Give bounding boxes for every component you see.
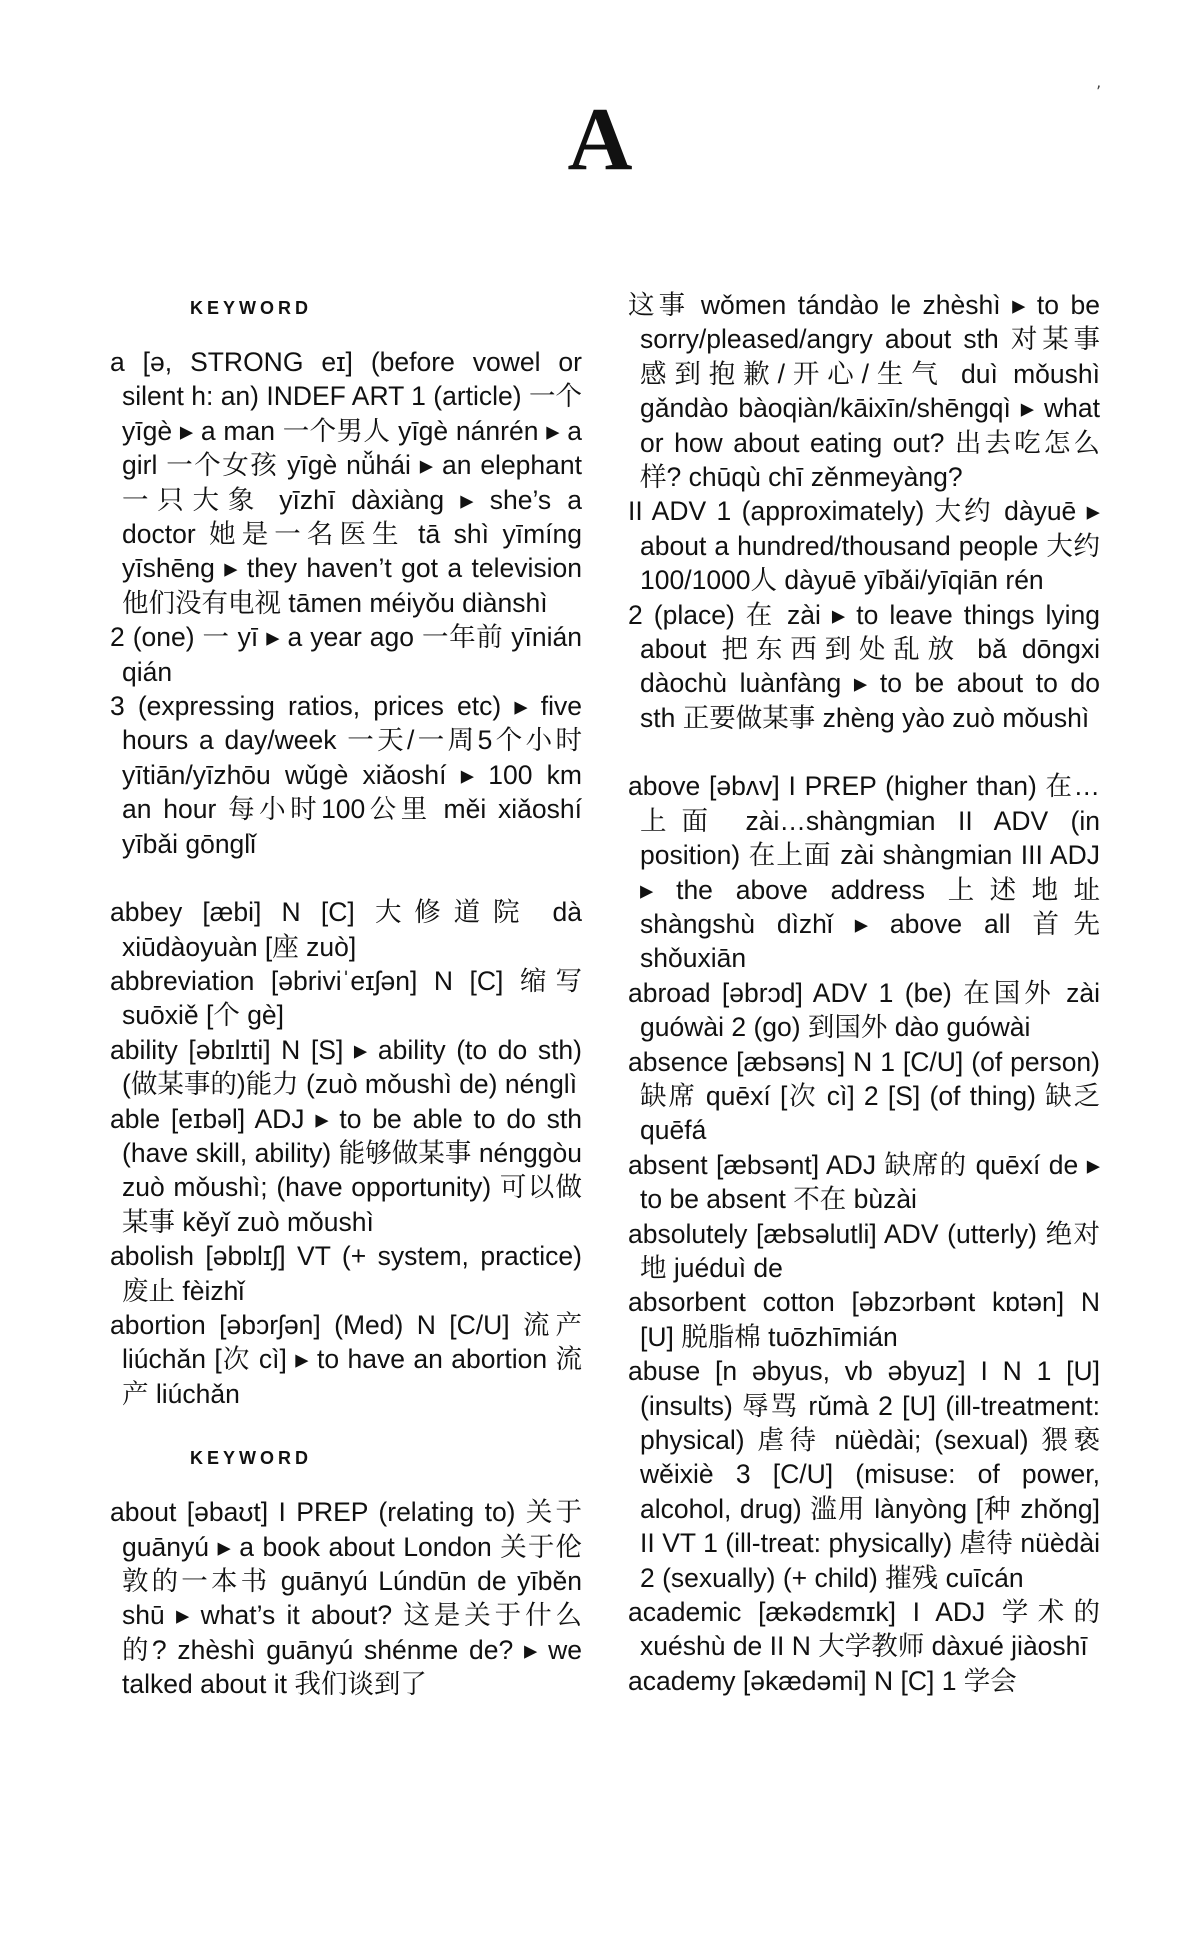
- entry-absolutely: absolutely [æbsəlutli] ADV (utterly) 绝对地 juéduì de: [628, 1218, 1100, 1283]
- entry-able: able [eɪbəl] ADJ ▸ to be able to do sth (have skill, ability) 能够做某事 nénggòu zuò mǒushì; (have opportunity) 可以做某事 kěyǐ zuò mǒushì: [110, 1103, 582, 1237]
- right-column: [628, 288, 1100, 1698]
- keyword-label: KEYWORD: [190, 298, 312, 318]
- corner-mark: ’: [1096, 82, 1102, 101]
- entry-about-adv: II ADV 1 (approximately) 大约 dàyuē ▸ about a hundred/thousand people 大约100/1000人 dàyuē yībǎi/yīqiān rén: [628, 496, 1100, 596]
- entry-abroad: abroad [əbrɔd] ADV 1 (be) 在国外 zài guówài 2 (go) 到国外 dào guówài: [628, 977, 1100, 1043]
- entry-a: a [ə, STRONG eɪ] (before vowel or silent h: an) INDEF ART 1 (article) 一个 yīgè ▸ a man 一个男人 yīgè nánrén ▸ a girl 一个女孩 yīgè nǚhái ▸ an elephant 一只大象 yīzhī dàxiàng ▸ she’s a doctor 她是一名医生 tā shì yīmíng yīshēng ▸ they haven’t got a television 他们没有电视 tāmen méiyǒu diànshì: [110, 347, 582, 618]
- entry-absence: absence [æbsəns] N 1 [C/U] (of person) 缺席 quēxí [次 cì] 2 [S] (of thing) 缺乏 quēfá: [628, 1046, 1100, 1146]
- entry-absorbent-cotton: absorbent cotton [əbzɔrbənt kɒtən] N [U] 脱脂棉 tuōzhīmián: [628, 1287, 1100, 1352]
- entry-abortion: abortion [əbɔrʃən] (Med) N [C/U] 流产 liúchǎn [次 cì] ▸ to have an abortion 流产 liúchǎn: [110, 1309, 582, 1409]
- entries-right: [628, 288, 1100, 1698]
- entry-abuse: abuse [n əbyus, vb əbyuz] I N 1 [U] (insults) 辱骂 rǔmà 2 [U] (ill-treatment: physical) 虐待 nüèdài; (sexual) 猥亵 wěixiè 3 [C/U] (misuse: of power, alcohol, drug) 滥用 lànyòng [种 zhǒng] II VT 1 (ill-treat: physically) 虐待 nüèdài 2 (sexually) (+ child) 摧残 cuīcán: [628, 1356, 1100, 1593]
- page-letter-heading: A: [567, 90, 633, 189]
- entry-abolish: abolish [əbɒlɪʃ] VT (+ system, practice) 废止 fèizhǐ: [110, 1241, 582, 1306]
- keyword-label: KEYWORD: [190, 1448, 312, 1469]
- entry-abbey: abbey [æbi] N [C] 大修道院 dà xiūdàoyuàn [座 zuò]: [110, 897, 582, 962]
- entry-ability: ability [əbɪlɪti] N [S] ▸ ability (to do sth) (做某事的)能力 (zuò mǒushì de) nénglì: [110, 1034, 582, 1100]
- entry-about-continued: 这事 wǒmen tándào le zhèshì ▸ to be sorry/pleased/angry about sth 对某事感到抱歉/开心/生气 duì mǒushì gǎndào bàoqiàn/kāixīn/shēngqì ▸ what or how about eating out? 出去吃怎么样? chūqù chī zěnmeyàng?: [628, 290, 1100, 493]
- left-column: [110, 282, 582, 1702]
- entry-about-adv-2: 2 (place) 在 zài ▸ to leave things lying about 把东西到处乱放 bǎ dōngxi dàochù luànfàng ▸ to be about to do sth 正要做某事 zhèng yào zuò mǒushì: [628, 599, 1100, 733]
- entry-a-sense-3: 3 (expressing ratios, prices etc) ▸ five hours a day/week 一天/一周5个小时 yītiān/yīzhōu wǔgè xiǎoshí ▸ 100 km an hour 每小时100公里 měi xiǎoshí yībǎi gōnglǐ: [110, 691, 582, 859]
- entry-absent: absent [æbsənt] ADJ 缺席的 quēxí de ▸ to be absent 不在 bùzài: [628, 1149, 1100, 1215]
- entry-about: about [əbaʊt] I PREP (relating to) 关于 guānyú ▸ a book about London 关于伦敦的一本书 guānyú Lúndūn de yīběn shū ▸ what’s it about? 这是关于什么的? zhèshì guānyú shénme de? ▸ we talked about it 我们谈到了: [110, 1497, 582, 1700]
- entries-left: [110, 345, 582, 1411]
- entry-a-sense-2: 2 (one) 一 yī ▸ a year ago 一年前 yīnián qián: [110, 622, 582, 687]
- entry-abbreviation: abbreviation [əbriviˈeɪʃən] N [C] 缩写 suōxiě [个 gè]: [110, 965, 582, 1031]
- entry-academy: academy [əkædəmi] N [C] 1 学会: [628, 1665, 1017, 1696]
- entry-academic: academic [ækədɛmɪk] I ADJ 学术的 xuéshù de II N 大学教师 dàxué jiàoshī: [628, 1597, 1100, 1662]
- entry-above: above [əbʌv] I PREP (higher than) 在…上面 zài…shàngmian II ADV (in position) 在上面 zài shàngmian III ADJ ▸ the above address 上述地址 shàngshù dìzhǐ ▸ above all 首先 shǒuxiān: [628, 771, 1100, 974]
